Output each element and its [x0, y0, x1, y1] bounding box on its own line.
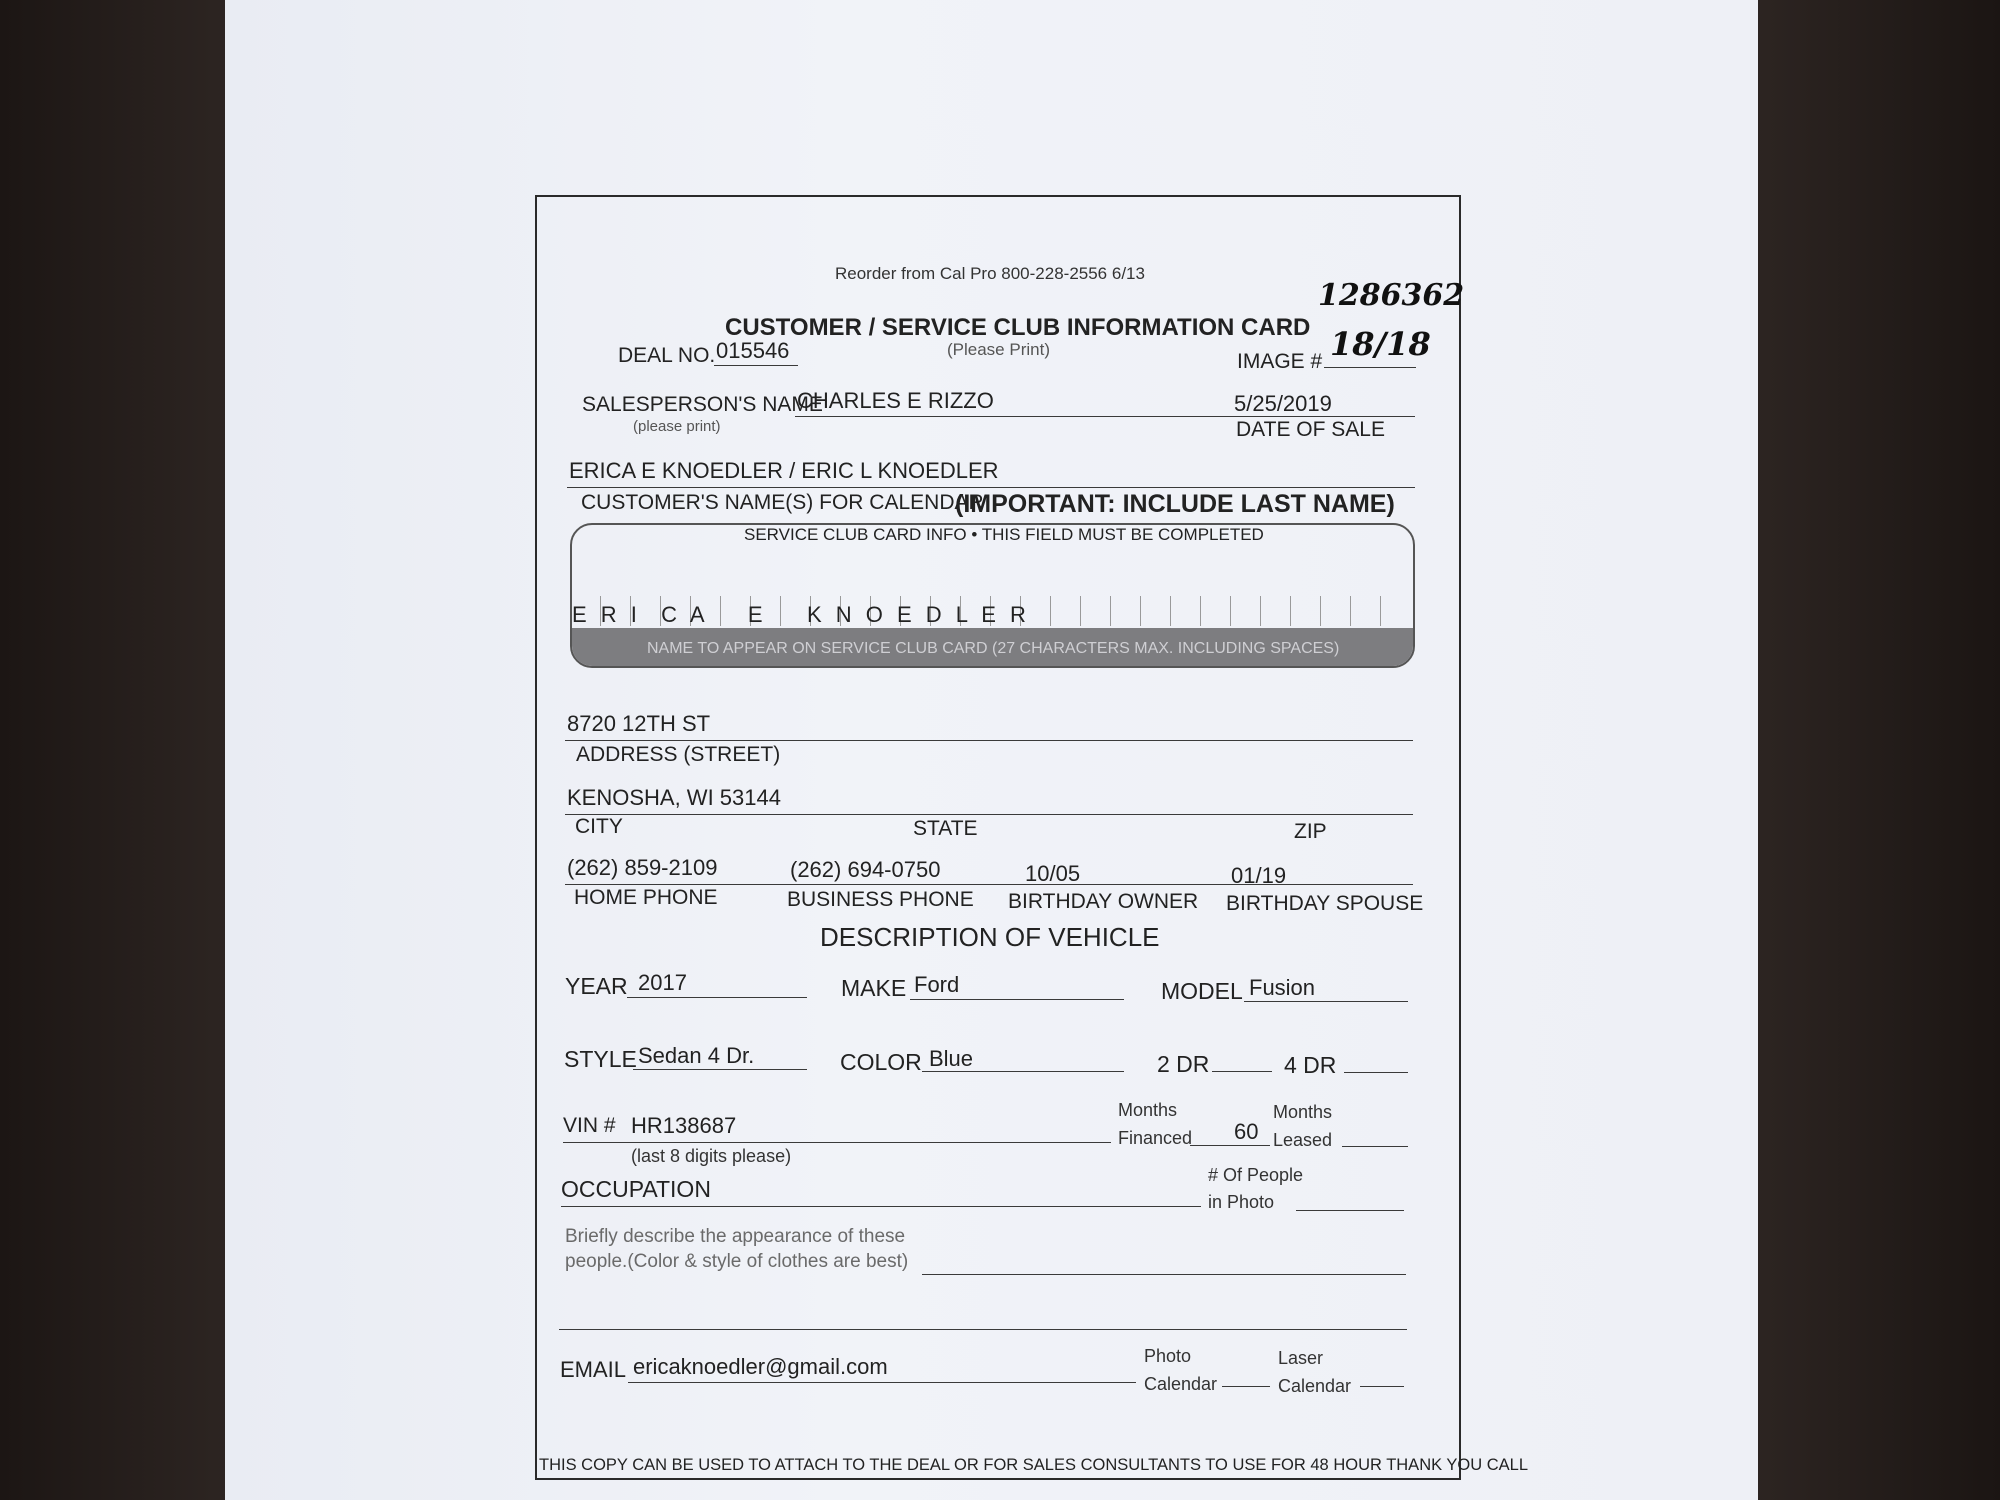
occupation-label: OCCUPATION	[561, 1176, 711, 1202]
home-phone-value[interactable]: (262) 859-2109	[567, 855, 718, 880]
style-value[interactable]: Sedan 4 Dr.	[638, 1043, 755, 1068]
photo-calendar-label-2: Calendar	[1144, 1374, 1218, 1394]
background-right	[1750, 0, 2000, 1500]
please-print-note: (Please Print)	[947, 340, 1050, 359]
year-line	[627, 997, 807, 998]
salesperson-label: SALESPERSON'S NAME	[582, 393, 823, 416]
make-value[interactable]: Ford	[914, 972, 960, 997]
city-label: CITY	[575, 815, 623, 838]
birthday-spouse-value[interactable]: 01/19	[1231, 863, 1287, 888]
year-label: YEAR	[565, 973, 628, 999]
deal-number-value[interactable]: 015546	[716, 338, 790, 363]
color-label: COLOR	[840, 1049, 922, 1075]
zip-label: ZIP	[1294, 820, 1327, 843]
year-value[interactable]: 2017	[638, 970, 687, 995]
appearance-prompt-line1: Briefly describe the appearance of these	[565, 1226, 906, 1247]
model-value[interactable]: Fusion	[1249, 975, 1316, 1000]
months-leased-label-1: Months	[1273, 1102, 1333, 1122]
make-label: MAKE	[841, 975, 907, 1001]
vin-line	[563, 1142, 1111, 1143]
email-line	[628, 1382, 1136, 1383]
address-label: ADDRESS (STREET)	[576, 743, 781, 766]
birthday-owner-value[interactable]: 10/05	[1025, 861, 1081, 886]
date-of-sale-value[interactable]: 5/25/2019	[1234, 391, 1332, 416]
style-label: STYLE	[564, 1046, 637, 1072]
laser-calendar-label-2: Calendar	[1278, 1376, 1352, 1396]
city-state-zip-value[interactable]: KENOSHA, WI 53144	[567, 785, 781, 810]
style-line	[633, 1069, 807, 1070]
laser-calendar-label-1: Laser	[1278, 1348, 1324, 1368]
model-label: MODEL	[1161, 978, 1243, 1004]
model-line	[1244, 1001, 1408, 1002]
service-club-name-value[interactable]: E R I C A E K N O E D L E R	[572, 602, 1030, 627]
four-door-label: 4 DR	[1284, 1052, 1337, 1078]
date-of-sale-label: DATE OF SALE	[1236, 418, 1385, 441]
form-title: CUSTOMER / SERVICE CLUB INFORMATION CARD	[725, 314, 1311, 341]
email-label: EMAIL	[560, 1357, 627, 1382]
color-line	[922, 1071, 1124, 1072]
footer-note: THIS COPY CAN BE USED TO ATTACH TO THE DEAL OR FOR SALES CONSULTANTS TO USE FOR 48 HOUR THANK YOU CALL	[539, 1456, 1529, 1474]
reorder-text: Reorder from Cal Pro 800-228-2556 6/13	[835, 264, 1145, 283]
people-in-photo-label-2: in Photo	[1208, 1192, 1275, 1212]
image-number-value[interactable]: 18/18	[1330, 325, 1431, 363]
customer-names-label: CUSTOMER'S NAME(S) FOR CALENDAR	[581, 491, 984, 514]
service-club-header: SERVICE CLUB CARD INFO • THIS FIELD MUST BE COMPLETED	[744, 525, 1264, 544]
address-value[interactable]: 8720 12TH ST	[567, 711, 711, 736]
business-phone-label: BUSINESS PHONE	[787, 888, 974, 911]
deal-number-label: DEAL NO.	[618, 344, 716, 367]
appearance-line-2[interactable]	[559, 1329, 1407, 1330]
service-club-footer-text: NAME TO APPEAR ON SERVICE CLUB CARD (27 CHARACTERS MAX. INCLUDING SPACES)	[647, 640, 1340, 657]
color-value[interactable]: Blue	[929, 1046, 974, 1071]
months-leased-line[interactable]	[1342, 1146, 1408, 1147]
months-financed-label-2: Financed	[1118, 1128, 1193, 1148]
make-line	[910, 999, 1124, 1000]
photo-calendar-label-1: Photo	[1144, 1346, 1192, 1366]
vin-value[interactable]: HR138687	[631, 1113, 737, 1138]
home-phone-label: HOME PHONE	[574, 886, 718, 909]
people-in-photo-line[interactable]	[1296, 1210, 1404, 1211]
four-door-line[interactable]	[1344, 1072, 1408, 1073]
salesperson-value[interactable]: CHARLES E RIZZO	[797, 388, 994, 413]
background-left	[0, 0, 230, 1500]
business-phone-value[interactable]: (262) 694-0750	[790, 857, 941, 882]
months-financed-value[interactable]: 60	[1234, 1119, 1259, 1144]
vehicle-heading: DESCRIPTION OF VEHICLE	[820, 922, 1160, 952]
image-number-line	[1324, 367, 1416, 368]
customer-names-value[interactable]: ERICA E KNOEDLER / ERIC L KNOEDLER	[569, 458, 999, 483]
handwritten-number: 1286362	[1318, 278, 1465, 313]
address-line	[565, 740, 1413, 741]
appearance-line-1[interactable]	[922, 1274, 1406, 1275]
image-number-label: IMAGE #	[1237, 350, 1323, 373]
email-value[interactable]: ericaknoedler@gmail.com	[633, 1354, 888, 1379]
city-line	[565, 814, 1413, 815]
salesperson-line	[795, 416, 1415, 417]
vin-label: VIN #	[563, 1114, 616, 1137]
people-in-photo-label-1: # Of People	[1208, 1165, 1304, 1185]
phones-line	[565, 884, 1413, 885]
months-financed-label-1: Months	[1118, 1100, 1178, 1120]
deal-number-line	[714, 365, 798, 366]
months-leased-label-2: Leased	[1273, 1130, 1333, 1150]
state-label: STATE	[913, 817, 978, 840]
birthday-owner-label: BIRTHDAY OWNER	[1008, 890, 1199, 913]
appearance-prompt-line2: people.(Color & style of clothes are best)	[565, 1251, 909, 1272]
occupation-line[interactable]	[561, 1206, 1201, 1207]
laser-calendar-line[interactable]	[1360, 1386, 1404, 1387]
salesperson-sublabel: (please print)	[633, 418, 721, 435]
important-note: (IMPORTANT: INCLUDE LAST NAME)	[955, 490, 1395, 518]
vin-note: (last 8 digits please)	[631, 1146, 792, 1166]
customer-names-line	[567, 487, 1415, 488]
months-financed-line	[1190, 1145, 1270, 1146]
two-door-label: 2 DR	[1157, 1051, 1210, 1077]
two-door-line[interactable]	[1212, 1071, 1272, 1072]
birthday-spouse-label: BIRTHDAY SPOUSE	[1226, 892, 1424, 915]
photo-calendar-line[interactable]	[1222, 1386, 1270, 1387]
